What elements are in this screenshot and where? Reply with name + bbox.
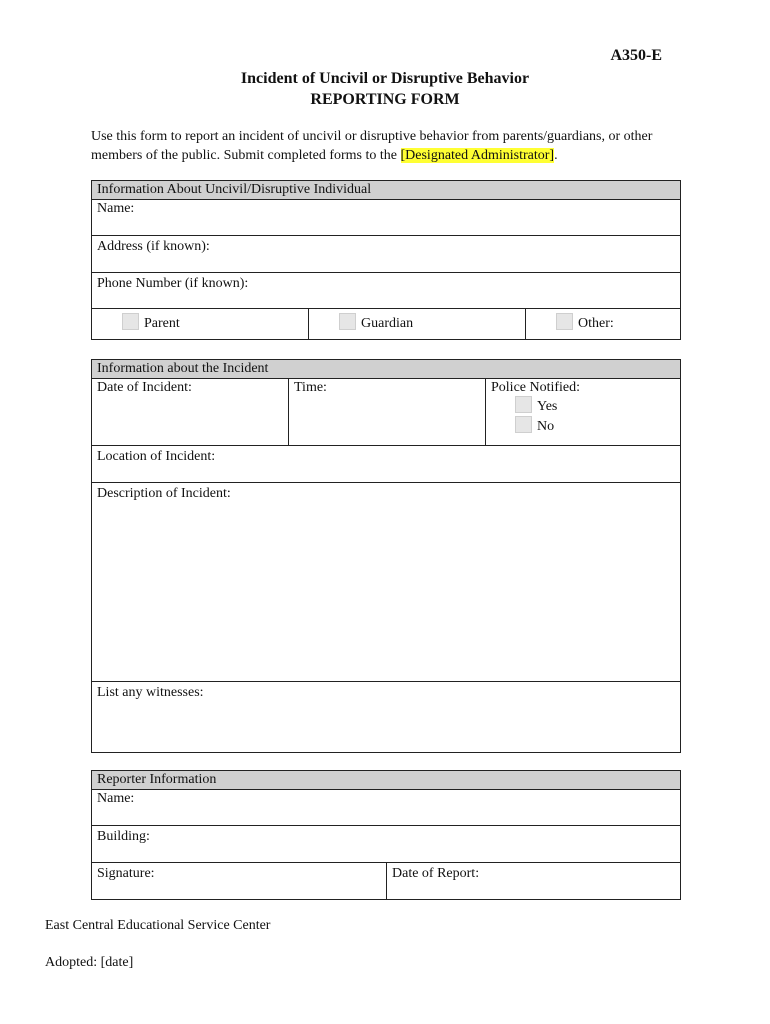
police-no-checkbox[interactable] xyxy=(515,416,532,433)
reporter-name-label: Name: xyxy=(97,791,135,806)
page-title xyxy=(0,68,770,110)
option-parent[interactable] xyxy=(92,309,309,340)
individual-phone-field[interactable] xyxy=(92,273,681,309)
incident-date-label: Date of Incident: xyxy=(97,380,192,395)
intro-paragraph xyxy=(91,127,691,165)
police-notified-label: Police Notified: xyxy=(491,380,581,395)
description-field[interactable] xyxy=(92,483,681,682)
location-label: Location of Incident: xyxy=(97,449,216,464)
form-code: A350-E xyxy=(610,47,662,64)
reporter-info-table xyxy=(91,770,681,900)
witnesses-label: List any witnesses: xyxy=(97,685,204,700)
police-notified-cell xyxy=(486,379,681,446)
police-no-option[interactable] xyxy=(491,416,675,436)
intro-end: . xyxy=(554,148,558,163)
footer-adopted-date: Adopted: [date] xyxy=(45,955,134,970)
individual-address-field[interactable] xyxy=(92,236,681,273)
police-yes-checkbox[interactable] xyxy=(515,396,532,413)
parent-label: Parent xyxy=(144,316,180,331)
guardian-label: Guardian xyxy=(361,316,414,331)
individual-info-header: Information About Uncivil/Disruptive Individual xyxy=(92,181,681,200)
location-field[interactable] xyxy=(92,446,681,483)
incident-time-field[interactable] xyxy=(289,379,486,446)
parent-checkbox[interactable] xyxy=(122,313,139,330)
police-no-label: No xyxy=(537,419,555,434)
incident-date-field[interactable] xyxy=(92,379,289,446)
police-yes-option[interactable] xyxy=(491,396,675,416)
signature-field[interactable] xyxy=(92,863,387,900)
individual-info-table xyxy=(91,180,681,340)
building-label: Building: xyxy=(97,829,150,844)
option-guardian[interactable] xyxy=(309,309,526,340)
footer-organization: East Central Educational Service Center xyxy=(45,918,271,933)
other-label: Other: xyxy=(578,316,614,331)
description-label: Description of Incident: xyxy=(97,486,231,501)
designated-administrator-highlight: [Designated Administrator] xyxy=(400,148,555,163)
option-other[interactable] xyxy=(526,309,681,340)
incident-info-table xyxy=(91,359,681,753)
individual-address-label: Address (if known): xyxy=(97,239,210,254)
reporter-name-field[interactable] xyxy=(92,790,681,826)
title-line-2: REPORTING FORM xyxy=(310,91,460,108)
police-yes-label: Yes xyxy=(537,399,558,414)
guardian-checkbox[interactable] xyxy=(339,313,356,330)
report-date-label: Date of Report: xyxy=(392,866,480,881)
incident-time-label: Time: xyxy=(294,380,327,395)
title-line-1: Incident of Uncivil or Disruptive Behavior xyxy=(240,70,530,87)
other-checkbox[interactable] xyxy=(556,313,573,330)
building-field[interactable] xyxy=(92,826,681,863)
individual-name-field[interactable] xyxy=(92,200,681,236)
reporter-info-header: Reporter Information xyxy=(92,771,681,790)
incident-info-header: Information about the Incident xyxy=(92,360,681,379)
witnesses-field[interactable] xyxy=(92,682,681,753)
intro-text: Use this form to report an incident of uncivil or disruptive behavior from parents/guardians, or other members of the public. Submit completed forms to the xyxy=(91,129,653,163)
individual-phone-label: Phone Number (if known): xyxy=(97,276,249,291)
signature-label: Signature: xyxy=(97,866,155,881)
individual-name-label: Name: xyxy=(97,201,135,216)
report-date-field[interactable] xyxy=(387,863,681,900)
